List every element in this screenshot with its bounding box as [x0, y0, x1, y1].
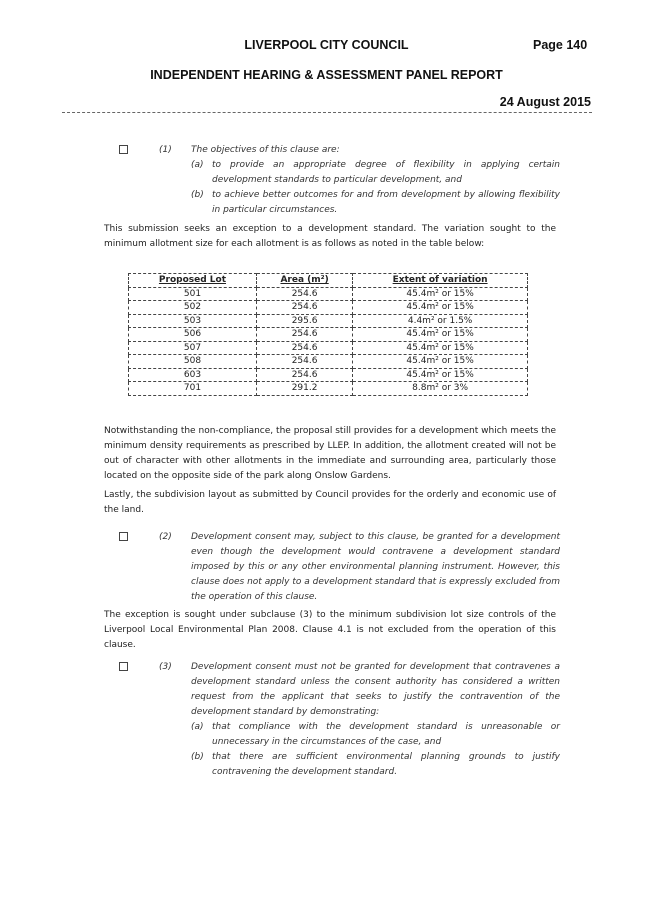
table-cell: 45.4m² or 15% — [353, 287, 528, 301]
table-cell: 603 — [129, 368, 257, 382]
item-text: that there are sufficient environmental planning grounds to justify contravening the development standard. — [212, 752, 560, 777]
table-cell: 4.4m² or 1.5% — [353, 314, 528, 328]
paragraph: The exception is sought under subclause (3) to the minimum subdivision lot size controls of the Liverpool Local Environmental Plan 2008. Clause 4.1 is not excluded from the operation of this clause. — [104, 610, 556, 650]
report-date: 24 August 2015 — [499, 95, 591, 109]
clause-number: (3) — [159, 662, 172, 672]
clause-1 — [104, 143, 560, 215]
table-cell: 502 — [129, 301, 257, 315]
table-row — [129, 314, 528, 328]
table-cell: 45.4m² or 15% — [353, 341, 528, 355]
table-row — [129, 341, 528, 355]
council-name: LIVERPOOL CITY COUNCIL — [244, 38, 409, 52]
table-row — [129, 368, 528, 382]
column-header: Area (m²) — [256, 274, 352, 288]
table-row — [129, 328, 528, 342]
table-cell: 254.6 — [256, 328, 352, 342]
table-cell: 254.6 — [256, 341, 352, 355]
table-cell: 45.4m² or 15% — [353, 355, 528, 369]
item-label: (b) — [191, 752, 204, 762]
column-header: Proposed Lot — [129, 274, 257, 288]
table-cell: 506 — [129, 328, 257, 342]
report-title: INDEPENDENT HEARING & ASSESSMENT PANEL REPORT — [150, 68, 503, 82]
clause-text: Development consent may, subject to this clause, be granted for a development even though the development would contravene a development standard imposed by this or any other environmental planning instrument. However, this clause does not apply to a development standard that is expressly excluded from the operation of this clause. — [191, 532, 560, 602]
table-cell: 45.4m² or 15% — [353, 328, 528, 342]
column-header: Extent of variation — [353, 274, 528, 288]
page-number: Page 140 — [533, 38, 588, 52]
checkbox-icon — [119, 662, 128, 671]
paragraph: This submission seeks an exception to a development standard. The variation sought to the minimum allotment size for each allotment is as follows as noted in the table below: — [104, 224, 556, 249]
table-header-row — [129, 274, 528, 288]
table-row — [129, 355, 528, 369]
paragraph: Lastly, the subdivision layout as submitted by Council provides for the orderly and economic use of the land. — [104, 490, 556, 515]
checkbox-icon — [119, 532, 128, 541]
table-cell: 507 — [129, 341, 257, 355]
table-cell: 291.2 — [256, 382, 352, 396]
item-text: that compliance with the development standard is unreasonable or unnecessary in the circumstances of the case, and — [212, 722, 560, 747]
item-text: to achieve better outcomes for and from development by allowing flexibility in particular circumstances. — [212, 190, 560, 215]
table-cell: 254.6 — [256, 355, 352, 369]
table-row — [129, 382, 528, 396]
clause-2 — [104, 530, 560, 605]
clause-text: The objectives of this clause are: — [191, 145, 340, 155]
table-row — [129, 287, 528, 301]
clause-number: (1) — [159, 145, 172, 155]
table-cell: 8.8m² or 3% — [353, 382, 528, 396]
header-divider — [62, 112, 592, 113]
clause-3 — [104, 660, 560, 777]
paragraph: Notwithstanding the non-compliance, the proposal still provides for a development which meets the minimum density requirements as prescribed by LLEP. In addition, the allotment created will not be out of character with other allotments in the immediate and surrounding area, particularly those located on the opposite side of the park along Onslow Gardens. — [104, 426, 556, 481]
item-label: (b) — [191, 190, 204, 200]
table-cell: 295.6 — [256, 314, 352, 328]
item-label: (a) — [191, 722, 204, 732]
checkbox-icon — [119, 145, 128, 154]
table-cell: 254.6 — [256, 301, 352, 315]
item-label: (a) — [191, 160, 204, 170]
table-cell: 254.6 — [256, 368, 352, 382]
lot-variation-table — [128, 273, 528, 396]
item-text: to provide an appropriate degree of flexibility in applying certain development standards to particular development, and — [212, 160, 560, 185]
table-cell: 45.4m² or 15% — [353, 368, 528, 382]
table-cell: 45.4m² or 15% — [353, 301, 528, 315]
table-cell: 501 — [129, 287, 257, 301]
clause-text: Development consent must not be granted for development that contravenes a development standard unless the consent authority has considered a written request from the applicant that seeks to justify the contravention of the development standard by demonstrating: — [191, 662, 560, 717]
table-cell: 254.6 — [256, 287, 352, 301]
table-cell: 503 — [129, 314, 257, 328]
table-row — [129, 301, 528, 315]
clause-number: (2) — [159, 532, 172, 542]
table-cell: 508 — [129, 355, 257, 369]
table-cell: 701 — [129, 382, 257, 396]
